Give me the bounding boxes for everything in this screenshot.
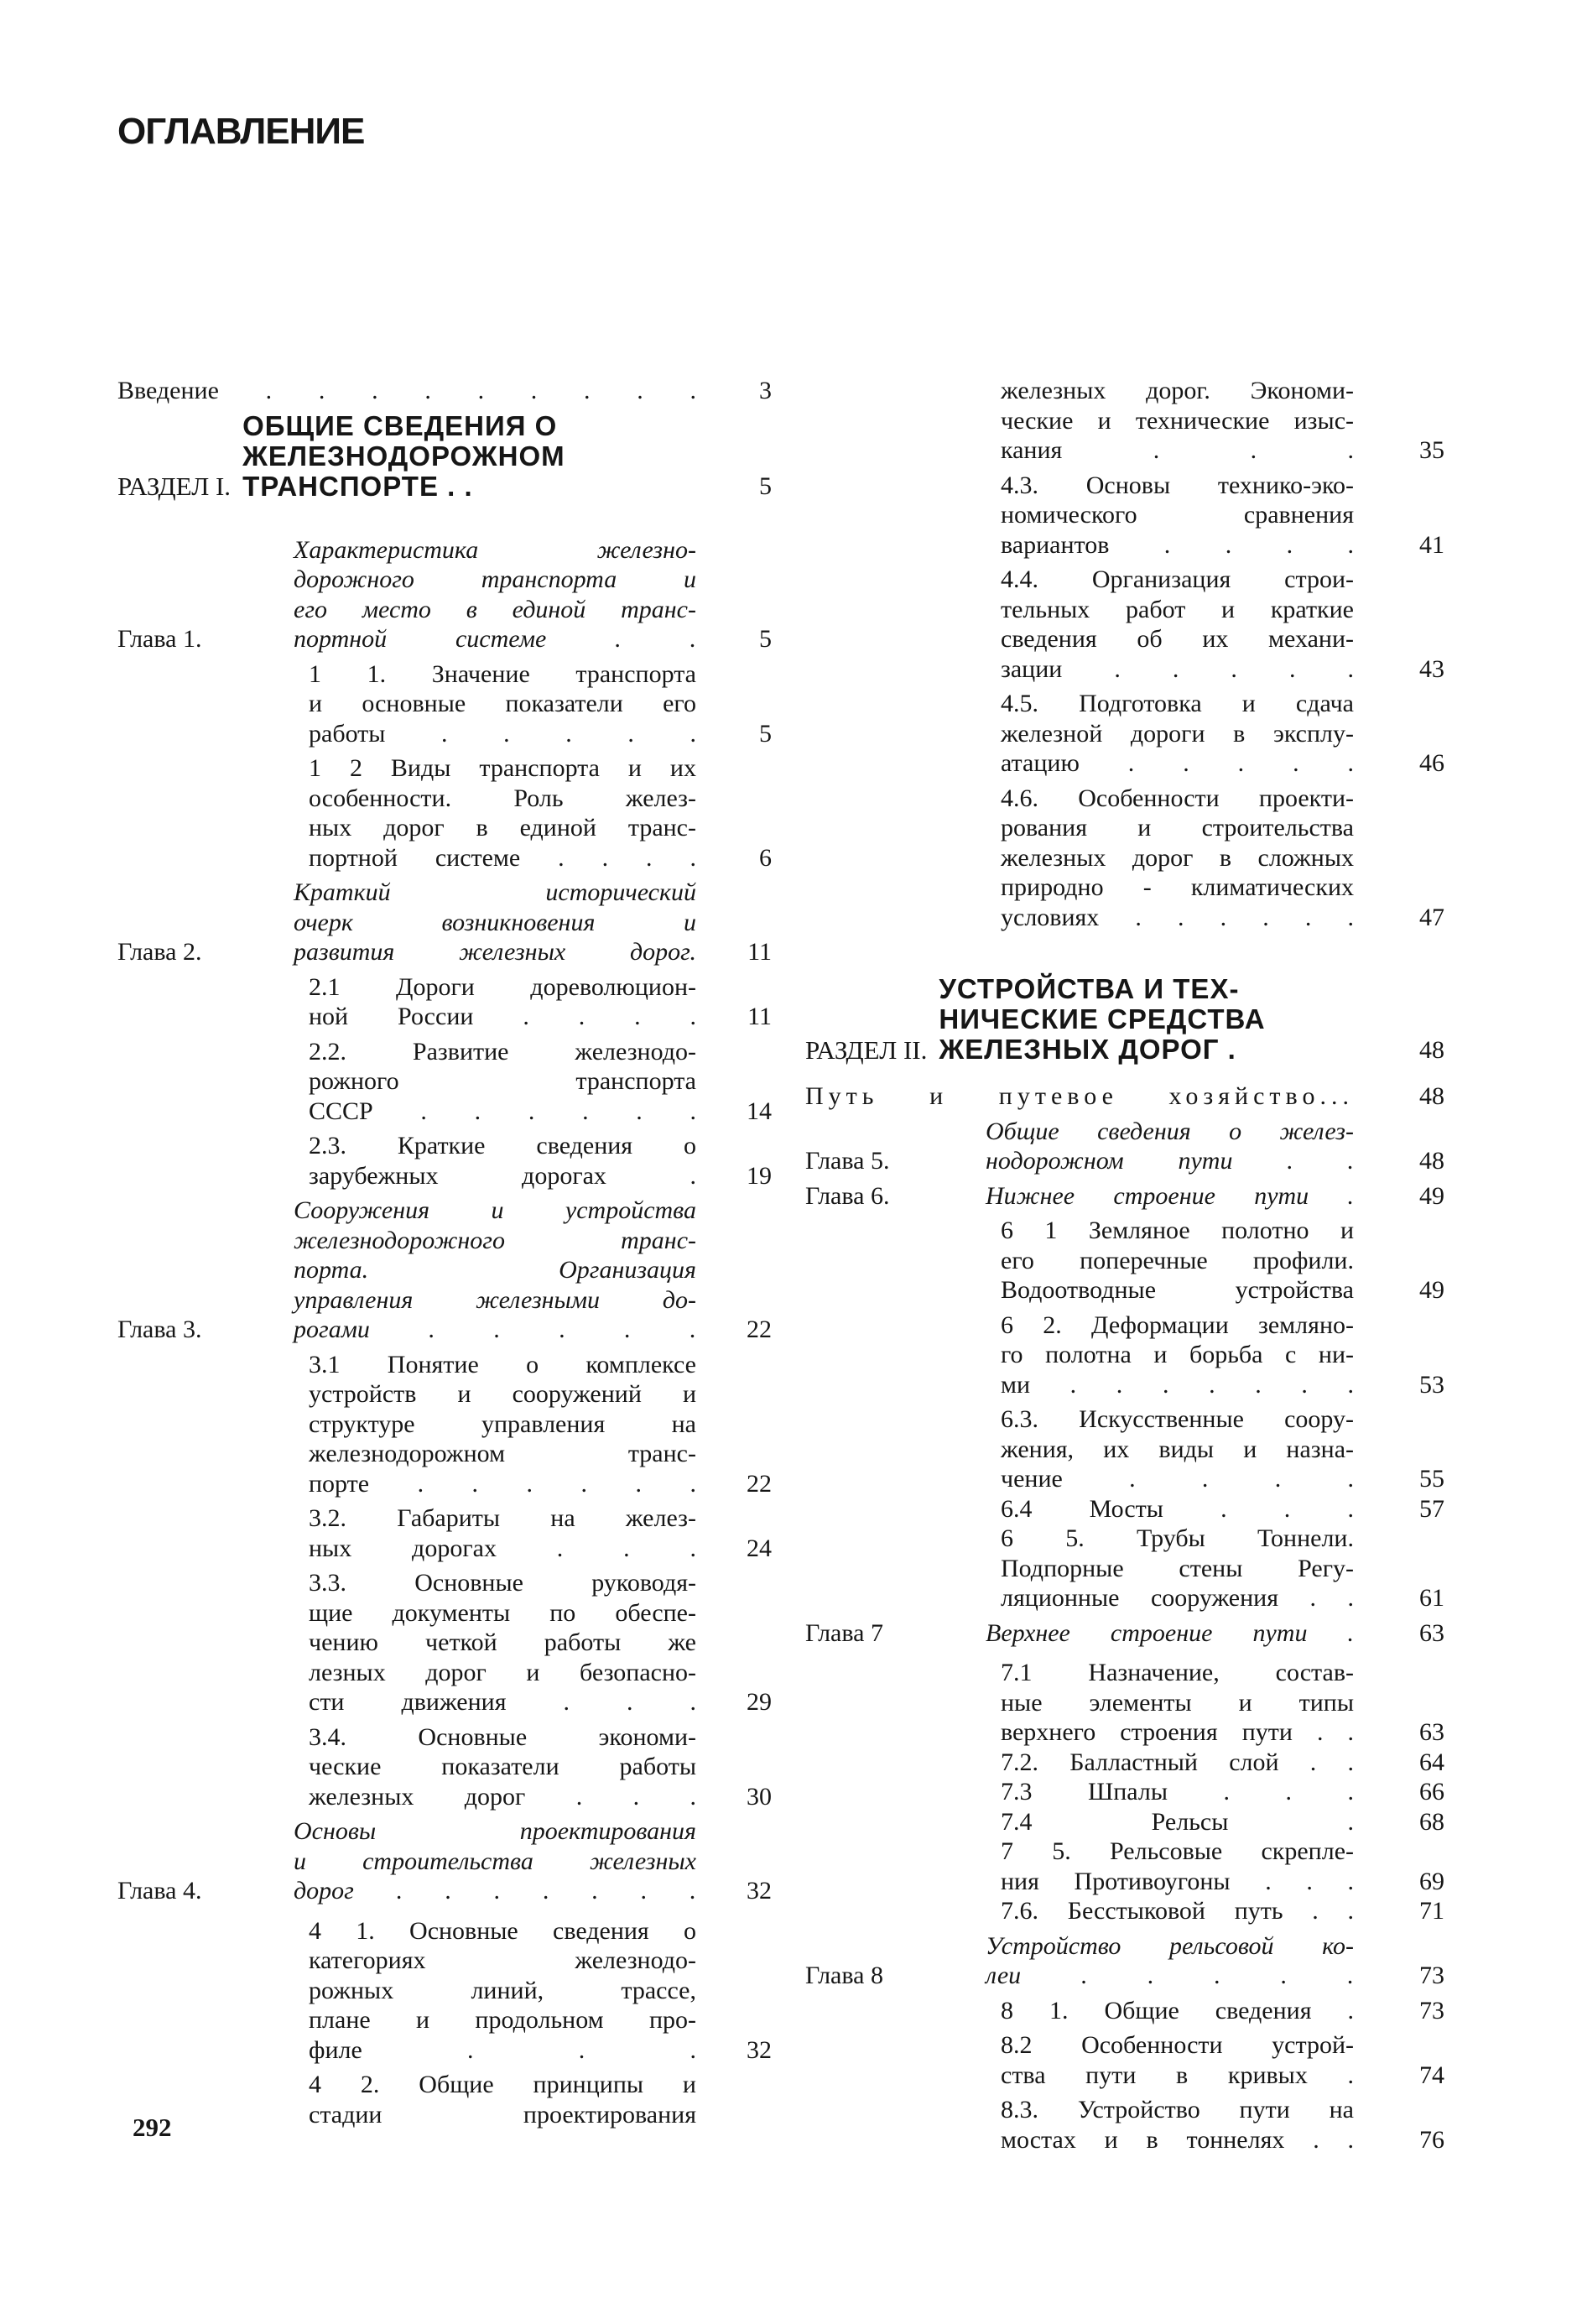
toc-entry <box>805 1658 1444 1748</box>
entry-title: Верхнее строение пути . <box>986 1618 1354 1647</box>
entry-title: 2.2. Развитие железнодо- рожного транспорта СССР . . . . . . <box>309 1037 696 1125</box>
entry-page-number: 47 <box>1419 903 1444 931</box>
toc-entry <box>117 376 772 406</box>
entry-title: Нижнее строение пути . <box>986 1181 1354 1210</box>
toc-entry <box>805 974 1444 1065</box>
entry-title: 8.2 Особенности устрой- ства пути в кривых . <box>1001 2031 1354 2089</box>
toc-entry <box>117 659 772 749</box>
entry-title: Характеристика железно- дорожного транспорта и его место в единой транс- портной системе . . <box>294 535 696 653</box>
entry-title: 2.3. Краткие сведения о зарубежных дорогах . <box>309 1132 696 1190</box>
toc-entry <box>805 1777 1444 1807</box>
chapter-label: Глава 7 <box>805 1618 883 1647</box>
entry-page-number: 41 <box>1419 530 1444 559</box>
toc-entry <box>117 1916 772 2066</box>
entry-page-number: 49 <box>1419 1276 1444 1304</box>
entry-page-number: 48 <box>1419 1147 1444 1175</box>
chapter-label: Глава 5. <box>805 1147 890 1175</box>
entry-page-number: 22 <box>747 1469 772 1498</box>
entry-title: 7.3 Шпалы . . . <box>1001 1778 1354 1806</box>
entry-page-number: 49 <box>1419 1181 1444 1210</box>
entry-page-number: 14 <box>747 1097 772 1125</box>
toc-entry <box>805 471 1444 560</box>
toc-entry <box>117 1037 772 1127</box>
entry-page-number: 76 <box>1419 2125 1444 2154</box>
entry-page-number: 63 <box>1419 1718 1444 1746</box>
entry-page-number: 71 <box>1419 1897 1444 1925</box>
entry-title: 8 1. Общие сведения . <box>1001 1996 1354 2024</box>
entry-title: 7.6. Бесстыковой путь . . <box>1001 1897 1354 1925</box>
section-label: РАЗДЕЛ I. <box>117 472 232 501</box>
entry-title: УСТРОЙСТВА И ТЕХ- НИЧЕСКИЕ СРЕДСТВА ЖЕЛЕЗНЫХ ДОРОГ . <box>939 973 1266 1065</box>
entry-title: Введение . . . . . . . . . <box>117 377 696 404</box>
toc-entry <box>805 1117 1444 1176</box>
entry-title: 4.3. Основы технико-эко- номического сравнения вариантов . . . . <box>1001 471 1354 559</box>
entry-title: 7 5. Рельсовые скрепле- ния Противоугоны . . . <box>1001 1837 1354 1895</box>
entry-page-number: 69 <box>1419 1867 1444 1895</box>
toc-entry <box>805 1311 1444 1400</box>
entry-page-number: 53 <box>1419 1370 1444 1399</box>
entry-page-number: 5 <box>759 625 772 653</box>
toc-entry <box>117 878 772 967</box>
entry-title: Краткий исторический очерк возникновения и развития железных дорог. <box>294 878 696 966</box>
entry-page-number: 30 <box>747 1782 772 1811</box>
entry-page-number: 5 <box>759 719 772 748</box>
entry-title: 7.4 Рельсы . <box>1001 1807 1354 1836</box>
entry-page-number: 22 <box>747 1316 772 1343</box>
entry-page-number: 32 <box>747 2035 772 2064</box>
entry-title: 4 1. Основные сведения о категориях железнодо- рожных линий, трассе, плане и продольном про- филе . . . <box>309 1916 696 2064</box>
entry-title: 6 2. Деформации земляно- го полотна и борьба с ни- ми . . . . . . . <box>1001 1311 1354 1399</box>
chapter-label: Глава 2. <box>117 938 202 966</box>
page-number: 292 <box>133 2113 172 2142</box>
toc-entry <box>117 1568 772 1717</box>
toc-entry <box>805 1931 1444 1991</box>
toc-entry <box>805 1996 1444 2026</box>
entry-page-number: 61 <box>1419 1584 1444 1612</box>
toc-entry <box>805 689 1444 779</box>
chapter-label: Глава 3. <box>117 1316 202 1343</box>
entry-page-number: 68 <box>1419 1807 1444 1836</box>
entry-page-number: 6 <box>759 843 772 872</box>
entry-page-number: 57 <box>1419 1494 1444 1523</box>
toc-entry <box>805 1618 1444 1649</box>
entry-page-number: 35 <box>1419 436 1444 464</box>
entry-page-number: 11 <box>747 938 772 966</box>
entry-page-number: 48 <box>1419 1082 1444 1110</box>
toc-left-column <box>117 376 772 2129</box>
entry-title: Устройство рельсовой ко- леи . . . . . <box>986 1931 1354 1989</box>
toc-entry <box>117 411 772 502</box>
toc-entry <box>117 2070 772 2129</box>
entry-page-number: 43 <box>1419 654 1444 683</box>
toc-entry <box>805 376 1444 466</box>
entry-page-number: 24 <box>747 1534 772 1562</box>
entry-title: 1 1. Значение транспорта и основные показатели его работы . . . . . <box>309 659 696 748</box>
toc-entry <box>805 1404 1444 1494</box>
toc-entry <box>805 1081 1444 1112</box>
toc-entry <box>117 753 772 873</box>
entry-page-number: 73 <box>1419 1962 1444 1989</box>
toc-entry <box>117 1350 772 1499</box>
toc-entry <box>805 1216 1444 1305</box>
entry-title: 4 2. Общие принципы и стадии проектирования <box>309 2071 696 2129</box>
entry-title: 4.5. Подготовка и сдача железной дороги в эксплу- атацию . . . . . <box>1001 690 1354 777</box>
entry-title: 6.3. Искусственные соору- жения, их виды и назна- чение . . . . <box>1001 1405 1354 1493</box>
entry-title: железных дорог. Экономи- ческие и технические изыс- кания . . . <box>1001 377 1354 464</box>
toc-entry <box>117 1196 772 1345</box>
entry-page-number: 19 <box>747 1161 772 1190</box>
entry-title: Сооружения и устройства железнодорожного транс- порта. Организация управления железными до- рогами . . . . . <box>294 1196 696 1343</box>
toc-entry <box>805 1494 1444 1524</box>
chapter-label: Глава 4. <box>117 1877 202 1905</box>
entry-page-number: 29 <box>747 1688 772 1716</box>
entry-title: 2.1 Дороги дореволюцион- ной России . . . . <box>309 972 696 1030</box>
entry-title: 8.3. Устройство пути на мостах и в тоннелях . . <box>1001 2096 1354 2154</box>
page-title: ОГЛАВЛЕНИЕ <box>117 111 365 152</box>
entry-title: 7.1 Назначение, состав- ные элементы и типы верхнего строения пути . . <box>1001 1659 1354 1746</box>
toc-entry <box>117 972 772 1032</box>
entry-page-number: 3 <box>759 377 772 404</box>
chapter-label: Глава 1. <box>117 625 202 653</box>
entry-title: Основы проектирования и строительства железных дорог . . . . . . . <box>294 1817 696 1905</box>
toc-entry <box>805 1181 1444 1212</box>
entry-page-number: 66 <box>1419 1778 1444 1806</box>
section-label: РАЗДЕЛ II. <box>805 1034 928 1065</box>
toc-entry <box>117 1503 772 1563</box>
entry-title: 4.6. Особенности проекти- рования и строительства железных дорог в сложных природно - климатических условиях . . . . . . <box>1001 784 1354 931</box>
toc-entry <box>805 1748 1444 1778</box>
entry-title: 1 2 Виды транспорта и их особенности. Роль желез- ных дорог в единой транс- портной системе . . . . <box>309 754 696 872</box>
entry-page-number: 46 <box>1419 749 1444 777</box>
entry-page-number: 55 <box>1419 1465 1444 1493</box>
entry-title: ОБЩИЕ СВЕДЕНИЯ О ЖЕЛЕЗНОДОРОЖНОМ ТРАНСПОРТЕ . . <box>242 409 565 502</box>
entry-page-number: 5 <box>759 472 772 500</box>
entry-title: 3.1 Понятие о комплексе устройств и сооружений и структуре управления на железнодорожном транс- порте . . . . . . <box>309 1350 696 1498</box>
entry-title: 3.2. Габариты на желез- ных дорогах . . . <box>309 1504 696 1562</box>
toc-entry <box>805 2095 1444 2155</box>
toc-entry <box>117 1722 772 1812</box>
entry-title: Общие сведения о желез- нодорожном пути . . <box>986 1117 1354 1175</box>
entry-title: Путь и путевое хозяйство... <box>805 1082 1354 1110</box>
chapter-label: Глава 6. <box>805 1181 890 1210</box>
entry-page-number: 11 <box>747 1003 772 1030</box>
toc-entry <box>805 784 1444 933</box>
toc-entry <box>805 1807 1444 1837</box>
entry-page-number: 32 <box>747 1877 772 1905</box>
entry-title: 6.4 Мосты . . . <box>1001 1494 1354 1523</box>
toc-entry <box>805 1524 1444 1613</box>
entry-page-number: 64 <box>1419 1748 1444 1776</box>
toc-entry <box>805 1896 1444 1926</box>
entry-page-number: 48 <box>1419 1035 1444 1064</box>
toc-entry <box>117 1816 772 1906</box>
toc-entry <box>805 565 1444 684</box>
toc-right-column <box>805 376 1444 2155</box>
entry-title: 3.4. Основные экономи- ческие показатели работы железных дорог . . . <box>309 1722 696 1811</box>
toc-entry <box>117 535 772 654</box>
entry-page-number: 63 <box>1419 1618 1444 1647</box>
entry-title: 6 5. Трубы Тоннели. Подпорные стены Регу- ляционные сооружения . . <box>1001 1524 1354 1612</box>
chapter-label: Глава 8 <box>805 1962 883 1989</box>
entry-title: 4.4. Организация строи- тельных работ и краткие сведения об их механи- зации . . . . . <box>1001 565 1354 683</box>
toc-entry <box>117 1131 772 1191</box>
entry-page-number: 73 <box>1419 1996 1444 2024</box>
toc-entry <box>805 2030 1444 2090</box>
toc-entry <box>805 1837 1444 1896</box>
entry-page-number: 74 <box>1419 2061 1444 2089</box>
entry-title: 3.3. Основные руководя- щие документы по обеспе- чению четкой работы же лезных дорог и безопасно- сти движения . . . <box>309 1569 696 1716</box>
entry-title: 6 1 Земляное полотно и его поперечные профили. Водоотводные устройства <box>1001 1217 1354 1304</box>
entry-title: 7.2. Балластный слой . . <box>1001 1748 1354 1776</box>
